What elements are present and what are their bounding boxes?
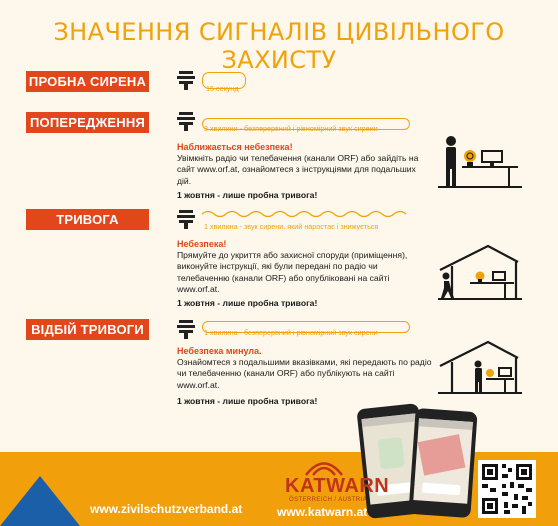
qr-code[interactable] [478, 460, 536, 518]
zivilschutz-logo-triangle [0, 476, 80, 526]
label-alarm: ТРИВОГА [26, 209, 149, 230]
siren-icon [177, 209, 195, 229]
warning-title: Небезпека минула. [177, 346, 262, 356]
test-date-note: 1 жовтня - лише пробна тривога! [177, 190, 318, 200]
wave-signal-line [202, 209, 407, 219]
signal-note: 3 хвилини - безперервний і рівномірний звук сирени [204, 124, 378, 133]
test-date-note: 1 жовтня - лише пробна тривога! [177, 396, 318, 406]
siren-icon [177, 70, 195, 90]
phone-image [408, 408, 477, 518]
page-title: ЗНАЧЕННЯ СИГНАЛІВ ЦИВІЛЬНОГО ЗАХИСТУ [53, 18, 505, 74]
zivilschutz-link[interactable]: www.zivilschutzverband.at [90, 502, 243, 516]
person-radio-tv-icon [438, 134, 522, 192]
siren-icon [177, 319, 195, 339]
test-date-note: 1 жовтня - лише пробна тривога! [177, 298, 318, 308]
katwarn-signal-arcs-icon [296, 458, 352, 476]
signal-note: 15 секунд [206, 84, 239, 93]
siren-icon [177, 111, 195, 131]
katwarn-logo-subtitle: ÖSTERREICH / AUSTRIA [289, 497, 368, 503]
instruction-text: Увімкніть радіо чи телебачення (канали ORF) або зайдіть на сайт www.orf.at, ознайомтеся з інструкціями для подальших дій. [177, 153, 419, 186]
warning-title: Наближається небезпека! [177, 142, 293, 152]
label-all-clear: ВІДБІЙ ТРИВОГИ [26, 319, 149, 340]
label-test-siren: ПРОБНА СИРЕНА [26, 71, 149, 92]
warning-title: Небезпека! [177, 239, 227, 249]
instruction-text: Ознайомтеся з подальшими вказівками, які передають по радіо чи телебаченню (канали ORF) або публікують на сайті www.orf.at. [177, 357, 432, 390]
katwarn-link[interactable]: www.katwarn.at [277, 505, 368, 519]
katwarn-logo-text: KATWARN [285, 475, 390, 497]
person-entering-house-icon [438, 244, 522, 302]
person-inside-house-icon [438, 340, 522, 396]
signal-note: 1 хвилина - звук сирени, який наростає і знижується [204, 222, 379, 231]
label-warning: ПОПЕРЕДЖЕННЯ [26, 112, 149, 133]
signal-note: 1 хвилина - безперервний і рівномірний звук сирени [204, 328, 378, 337]
instruction-text: Прямуйте до укриття або захисної споруди (приміщення), виконуйте інструкції, які були передані по радіо чи телебаченню (канали ORF) або опубліковані на сайті www.orf.at. [177, 250, 408, 294]
